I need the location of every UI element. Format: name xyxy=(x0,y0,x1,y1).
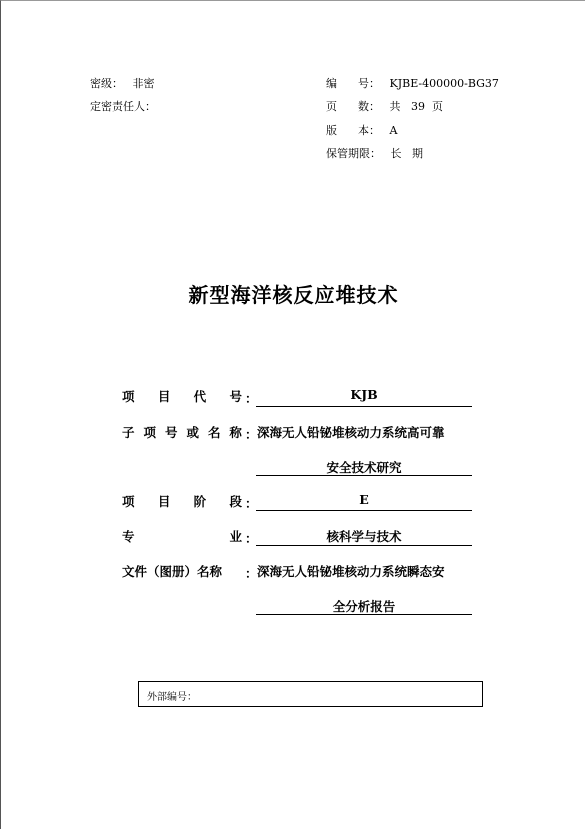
page-count-value: 共 39 页 xyxy=(389,100,443,113)
colon: ： xyxy=(245,427,258,442)
label-char: 项 xyxy=(122,389,135,404)
underline xyxy=(256,510,472,511)
document-number-value: KJBE-400000-BG37 xyxy=(389,77,499,90)
document-number-label: 编 号： xyxy=(326,77,380,90)
secret-level-value: 非密 xyxy=(132,77,155,90)
retention-period xyxy=(326,147,423,161)
label-char: 代 xyxy=(193,389,207,404)
label-char: 段 xyxy=(229,494,242,509)
colon: ： xyxy=(245,496,258,511)
project-code-value: KJB xyxy=(350,387,378,402)
label-char: 项 xyxy=(122,494,135,509)
version-value: A xyxy=(389,124,398,137)
label-char: 名 xyxy=(207,425,221,440)
page-count xyxy=(326,100,443,114)
responsible-person-label: 定密责任人： xyxy=(90,100,156,113)
label-char: 目 xyxy=(157,389,171,404)
colon: ： xyxy=(245,531,258,546)
label-char: 子 xyxy=(122,425,135,440)
underline xyxy=(256,614,472,615)
subproject-value-line1: 深海无人铅铋堆核动力系统高可靠 xyxy=(257,425,445,440)
project-stage-value: E xyxy=(359,492,369,507)
label-char: 业 xyxy=(229,529,242,544)
file-name-value-line1: 深海无人铅铋堆核动力系统瞬态安 xyxy=(257,564,445,579)
external-number-box xyxy=(138,681,483,707)
subproject-label xyxy=(122,423,242,441)
retention-value: 长 期 xyxy=(390,147,423,160)
project-code-label xyxy=(122,387,242,405)
secret-level xyxy=(90,77,155,91)
major-label xyxy=(122,527,242,545)
secret-level-label: 密级： xyxy=(90,77,123,90)
document-title: 新型海洋核反应堆技术 xyxy=(188,283,399,307)
label-char: 目 xyxy=(157,494,171,509)
file-name-label: 文件（图册）名称 xyxy=(122,564,223,579)
label-char: 专 xyxy=(122,529,135,544)
label-char: 称 xyxy=(229,425,242,440)
version-label: 版 本： xyxy=(326,124,380,137)
document-number xyxy=(326,77,499,91)
underline xyxy=(256,475,472,476)
version xyxy=(326,124,397,138)
underline xyxy=(256,545,472,546)
external-number-label: 外部编号： xyxy=(147,692,197,703)
underline xyxy=(256,406,472,407)
retention-label: 保管期限： xyxy=(326,147,381,160)
project-stage-label xyxy=(122,492,242,510)
label-char: 号 xyxy=(229,389,242,404)
subproject-value-line2: 安全技术研究 xyxy=(326,460,402,475)
label-char: 号 xyxy=(164,425,178,440)
file-name-value-line2: 全分析报告 xyxy=(332,599,396,614)
page-count-label: 页 数： xyxy=(326,100,380,113)
label-char: 阶 xyxy=(193,494,207,509)
major-value: 核科学与技术 xyxy=(326,529,402,544)
colon: ： xyxy=(245,391,258,406)
label-char: 项 xyxy=(143,425,156,440)
colon: ： xyxy=(245,566,258,581)
label-char: 或 xyxy=(186,425,199,440)
